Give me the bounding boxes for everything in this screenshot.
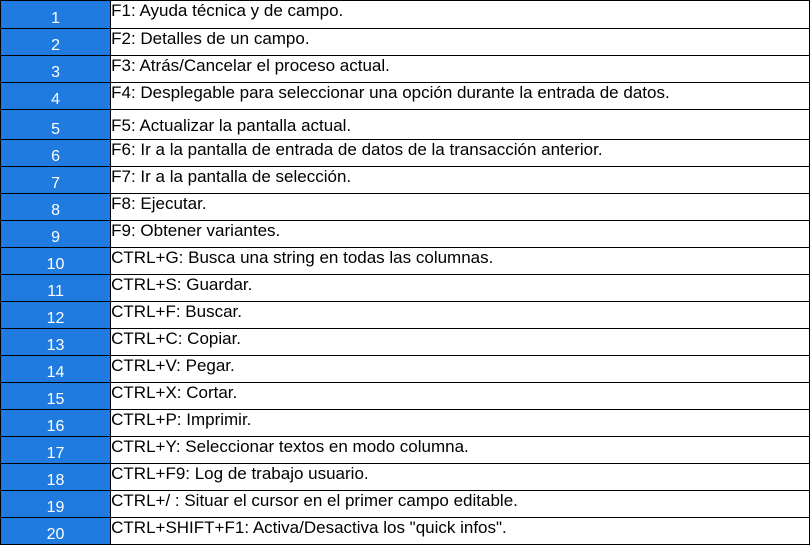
row-number-cell[interactable]: 14 bbox=[1, 356, 111, 383]
table-row bbox=[1, 491, 810, 518]
shortcut-description-cell[interactable]: F3: Atrás/Cancelar el proceso actual. bbox=[111, 56, 810, 83]
shortcut-description-cell[interactable]: CTRL+C: Copiar. bbox=[111, 329, 810, 356]
row-number-cell[interactable]: 18 bbox=[1, 464, 111, 491]
shortcuts-table-body bbox=[1, 1, 810, 545]
shortcut-description-cell[interactable]: CTRL+G: Busca una string en todas las columnas. bbox=[111, 248, 810, 275]
shortcut-description-cell[interactable]: CTRL+/ : Situar el cursor en el primer campo editable. bbox=[111, 491, 810, 518]
shortcut-description-cell[interactable]: CTRL+P: Imprimir. bbox=[111, 410, 810, 437]
shortcut-description-cell[interactable]: F9: Obtener variantes. bbox=[111, 221, 810, 248]
table-row bbox=[1, 83, 810, 110]
table-row bbox=[1, 1, 810, 29]
row-number-cell[interactable]: 3 bbox=[1, 56, 111, 83]
row-number-cell[interactable]: 6 bbox=[1, 140, 111, 167]
row-number-cell[interactable]: 11 bbox=[1, 275, 111, 302]
shortcut-description-cell[interactable]: CTRL+F: Buscar. bbox=[111, 302, 810, 329]
shortcut-description-cell[interactable]: F8: Ejecutar. bbox=[111, 194, 810, 221]
table-row bbox=[1, 383, 810, 410]
row-number-cell[interactable]: 15 bbox=[1, 383, 111, 410]
table-row bbox=[1, 275, 810, 302]
shortcut-description-cell[interactable]: CTRL+Y: Seleccionar textos en modo columna. bbox=[111, 437, 810, 464]
row-number-cell[interactable]: 8 bbox=[1, 194, 111, 221]
shortcut-description-cell[interactable]: F7: Ir a la pantalla de selección. bbox=[111, 167, 810, 194]
table-row bbox=[1, 410, 810, 437]
table-row bbox=[1, 29, 810, 56]
table-row bbox=[1, 464, 810, 491]
row-number-cell[interactable]: 19 bbox=[1, 491, 111, 518]
row-number-cell[interactable]: 17 bbox=[1, 437, 111, 464]
table-row bbox=[1, 140, 810, 167]
table-row bbox=[1, 356, 810, 383]
row-number-cell[interactable]: 10 bbox=[1, 248, 111, 275]
table-row bbox=[1, 437, 810, 464]
row-number-cell[interactable]: 1 bbox=[1, 1, 111, 29]
shortcut-description-cell[interactable]: CTRL+X: Cortar. bbox=[111, 383, 810, 410]
shortcut-description-cell[interactable]: CTRL+V: Pegar. bbox=[111, 356, 810, 383]
row-number-cell[interactable]: 4 bbox=[1, 83, 111, 110]
shortcut-description-cell[interactable]: F2: Detalles de un campo. bbox=[111, 29, 810, 56]
shortcut-description-cell[interactable]: CTRL+F9: Log de trabajo usuario. bbox=[111, 464, 810, 491]
row-number-cell[interactable]: 5 bbox=[1, 110, 111, 140]
row-number-cell[interactable]: 16 bbox=[1, 410, 111, 437]
table-row bbox=[1, 167, 810, 194]
table-row bbox=[1, 110, 810, 140]
row-number-cell[interactable]: 12 bbox=[1, 302, 111, 329]
table-row bbox=[1, 518, 810, 545]
row-number-cell[interactable]: 7 bbox=[1, 167, 111, 194]
table-row bbox=[1, 248, 810, 275]
table-row bbox=[1, 302, 810, 329]
shortcut-description-cell[interactable]: CTRL+SHIFT+F1: Activa/Desactiva los "quick infos". bbox=[111, 518, 810, 545]
table-row bbox=[1, 56, 810, 83]
row-number-cell[interactable]: 2 bbox=[1, 29, 111, 56]
row-number-cell[interactable]: 9 bbox=[1, 221, 111, 248]
row-number-cell[interactable]: 20 bbox=[1, 518, 111, 545]
shortcut-description-cell[interactable]: F4: Desplegable para seleccionar una opción durante la entrada de datos. bbox=[111, 83, 810, 110]
shortcut-description-cell[interactable]: F1: Ayuda técnica y de campo. bbox=[111, 1, 810, 29]
row-number-cell[interactable]: 13 bbox=[1, 329, 111, 356]
table-row bbox=[1, 329, 810, 356]
table-row bbox=[1, 221, 810, 248]
table-row bbox=[1, 194, 810, 221]
shortcut-description-cell[interactable]: F5: Actualizar la pantalla actual. bbox=[111, 110, 810, 140]
shortcut-description-cell[interactable]: F6: Ir a la pantalla de entrada de datos de la transacción anterior. bbox=[111, 140, 810, 167]
shortcut-description-cell[interactable]: CTRL+S: Guardar. bbox=[111, 275, 810, 302]
